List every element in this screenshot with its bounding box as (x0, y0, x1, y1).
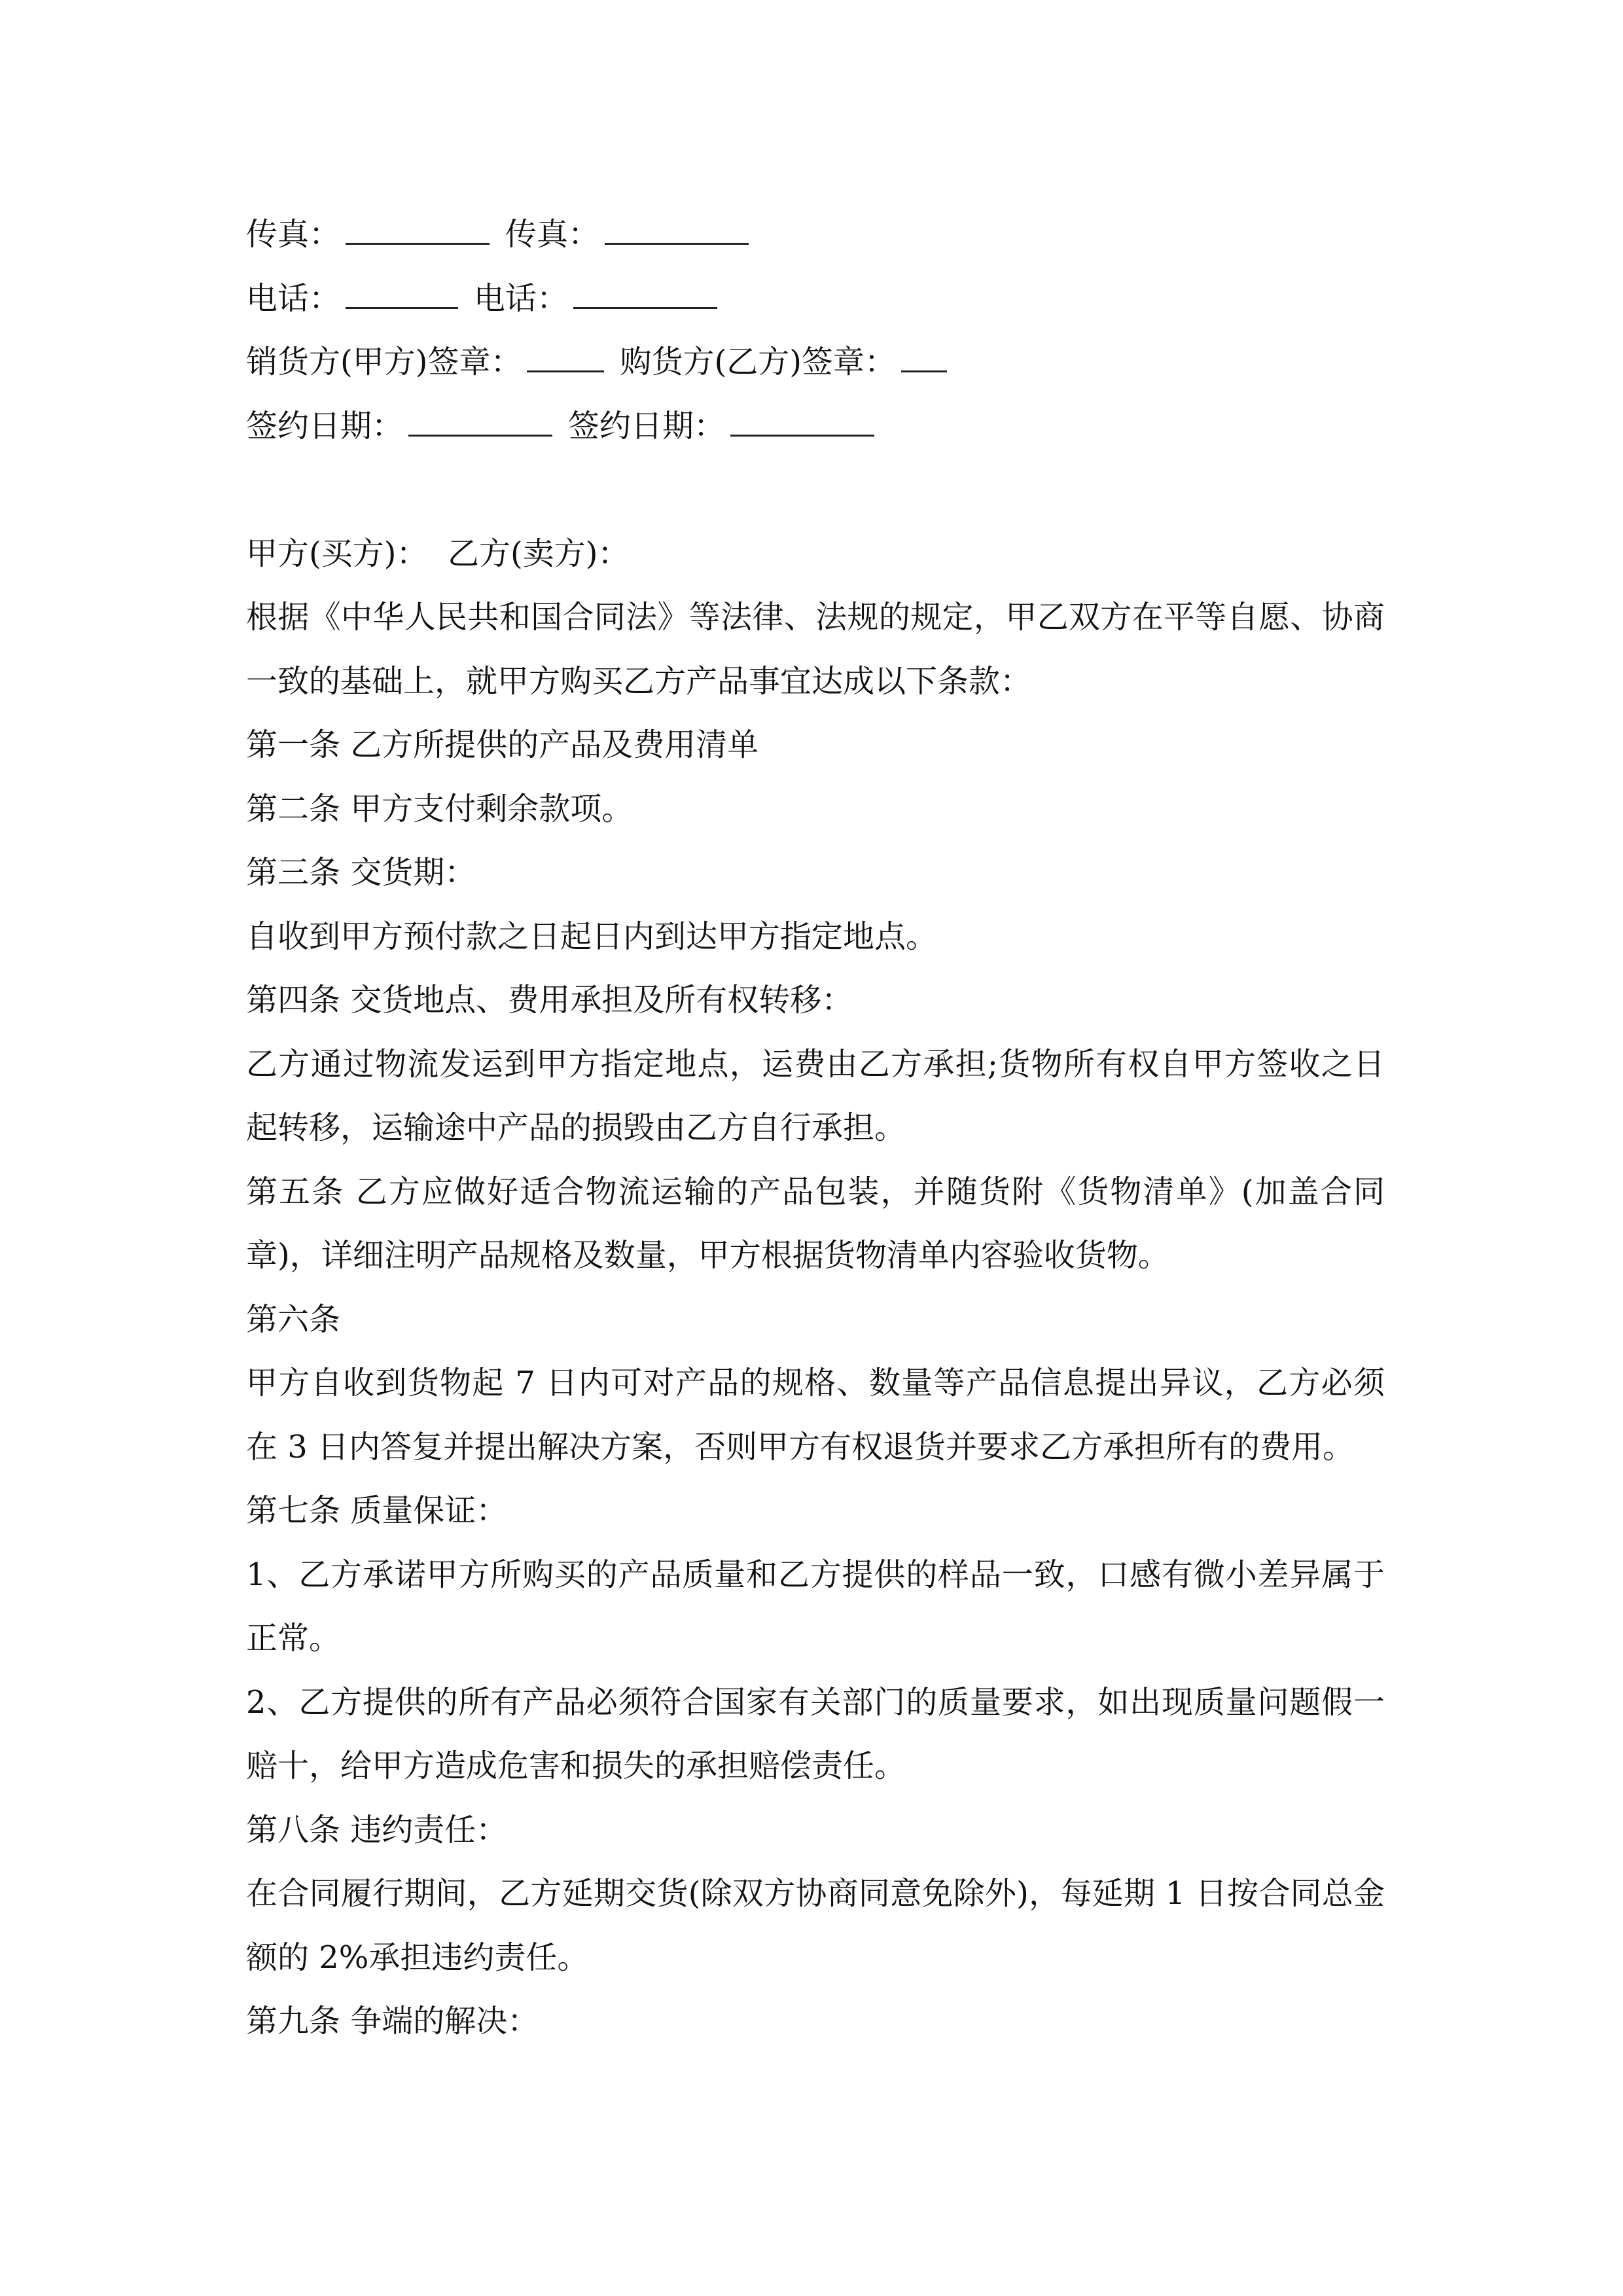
sign-date-label-party-a: 签约日期： (246, 407, 404, 444)
article-7-item-1: 1、乙方承诺甲方所购买的产品质量和乙方提供的样品一致，口感有微小差异属于正常。 (246, 1556, 1385, 1657)
document-body (246, 203, 1385, 2054)
article-6-heading: 第六条 (246, 1300, 341, 1338)
sign-date-blank-party-b (730, 435, 874, 437)
article-4-body: 乙方通过物流发运到甲方指定地点，运费由乙方承担;货物所有权自甲方签收之日起转移，运输途中产品的损毁由乙方自行承担。 (246, 1045, 1385, 1146)
contract-intro: 根据《中华人民共和国合同法》等法律、法规的规定，甲乙双方在平等自愿、协商一致的基础上，就甲方购买乙方产品事宜达成以下条款： (246, 599, 1385, 700)
article-2-heading: 第二条 甲方支付剩余款项。 (246, 790, 633, 827)
seller-seal-label: 销货方(甲方)签章： (246, 344, 522, 380)
sign-date-blank-party-a (408, 435, 552, 437)
article-8-heading: 第八条 违约责任： (246, 1811, 508, 1848)
seller-seal-blank (527, 370, 604, 372)
fax-label-party-b: 传真： (505, 216, 600, 253)
fax-blank-party-a (346, 243, 490, 245)
sign-date-label-party-b: 签约日期： (568, 407, 726, 444)
article-4-heading: 第四条 交货地点、费用承担及所有权转移： (246, 982, 853, 1018)
fax-row (246, 203, 1385, 267)
fax-blank-party-b (605, 243, 749, 245)
article-5: 第五条 乙方应做好适合物流运输的产品包装，并随货附《货物清单》(加盖合同章)，详细注明产品规格及数量，甲方根据货物清单内容验收货物。 (246, 1173, 1385, 1274)
article-3-body: 自收到甲方预付款之日起日内到达甲方指定地点。 (246, 918, 938, 955)
phone-label-party-a: 电话： (246, 279, 341, 317)
phone-label-party-b: 电话： (474, 279, 569, 317)
section-spacer (246, 458, 1385, 522)
article-6-body: 甲方自收到货物起 7 日内可对产品的规格、数量等产品信息提出异议，乙方必须在 3 日内答复并提出解决方案，否则甲方有权退货并要求乙方承担所有的费用。 (246, 1365, 1385, 1465)
contract-parties: 甲方(买方)： 乙方(卖方)： (246, 535, 630, 572)
article-9-heading: 第九条 争端的解决： (246, 2003, 539, 2039)
buyer-seal-blank (901, 370, 947, 372)
sign-date-row (246, 395, 1385, 459)
fax-label-party-a: 传真： (246, 216, 341, 253)
seal-row (246, 331, 1385, 395)
article-8-body: 在合同履行期间，乙方延期交货(除双方协商同意免除外)，每延期 1 日按合同总金额的 2%承担违约责任。 (246, 1875, 1385, 1976)
phone-blank-party-b (573, 307, 717, 309)
phone-blank-party-a (346, 307, 458, 309)
article-7-heading: 第七条 质量保证： (246, 1492, 508, 1529)
article-1-heading: 第一条 乙方所提供的产品及费用清单 (246, 726, 759, 763)
article-3-heading: 第三条 交货期： (246, 854, 476, 891)
article-7-item-2: 2、乙方提供的所有产品必须符合国家有关部门的质量要求，如出现质量问题假一赔十，给甲方造成危害和损失的承担赔偿责任。 (246, 1683, 1385, 1784)
phone-row (246, 267, 1385, 331)
buyer-seal-label: 购货方(乙方)签章： (620, 344, 896, 380)
